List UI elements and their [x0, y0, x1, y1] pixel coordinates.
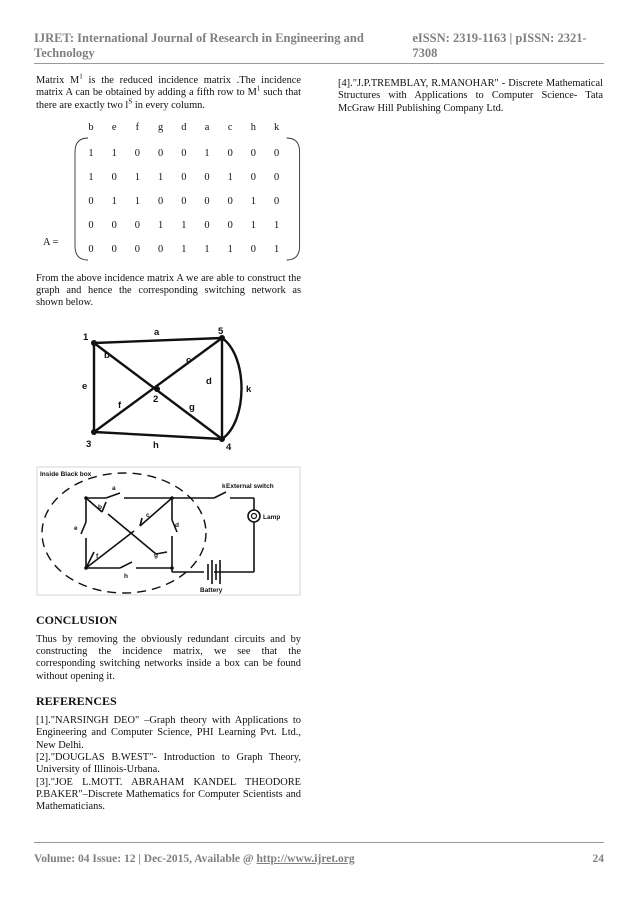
graph-diagram [36, 326, 301, 454]
matrix-column-header: c [227, 121, 233, 133]
switch-letter-label: c [146, 512, 150, 520]
matrix-column-header: k [273, 121, 280, 133]
matrix-column-header: d [181, 121, 187, 133]
graph-edge-label: b [104, 349, 110, 361]
matrix-column-header: g [157, 121, 164, 133]
matrix-column-header: b [88, 121, 94, 133]
matrix-cell: 0 [88, 195, 94, 207]
matrix-column-header: e [111, 121, 117, 133]
journal-link[interactable]: http://www.ijret.org [256, 853, 355, 865]
right-column [338, 78, 603, 115]
black-box-label: Inside Black box [40, 471, 92, 479]
matrix-cell: 0 [250, 147, 257, 159]
after-matrix-paragraph: From the above incidence matrix A we are able to construct the graph and hence the corresponding switching network as shown below. [36, 272, 301, 309]
matrix-cell: 1 [227, 243, 233, 255]
graph-edge-label: g [189, 401, 195, 413]
references-list [36, 715, 301, 813]
matrix-cell: 0 [157, 243, 164, 255]
graph-edge-label: h [153, 439, 159, 451]
matrix-cell: 0 [273, 195, 280, 207]
switch-letter-label: g [154, 552, 158, 560]
matrix-cell: 0 [111, 219, 117, 231]
matrix-cell: 0 [157, 147, 164, 159]
matrix-cell: 0 [181, 195, 187, 207]
graph-edge-label: k [246, 383, 252, 395]
reference-item: [3]."JOE L.MOTT. ABRAHAM KANDEL THEODORE P.BAKER"–Discrete Mathematics for Computer Scientists and Mathematicians. [36, 776, 301, 813]
matrix-left-bracket [75, 138, 88, 260]
graph-figure [36, 326, 301, 458]
matrix-cell: 0 [134, 147, 141, 159]
matrix-cell: 0 [111, 243, 117, 255]
graph-vertex-label: 3 [86, 438, 92, 450]
battery-label: Battery [200, 587, 223, 595]
matrix-cell: 0 [134, 243, 141, 255]
matrix-column-header: f [135, 121, 140, 133]
matrix-cell: 1 [157, 219, 164, 231]
matrix-cell: 0 [134, 219, 141, 231]
switch-letter-label: a [112, 485, 116, 493]
matrix-cell: 1 [273, 243, 280, 255]
switch-letter-label: k [222, 483, 226, 491]
header-rule [34, 63, 604, 64]
intro-paragraph: Matrix $M^1$ is the reduced incidence matrix .The incidence matrix A can be obtained by adding a fifth row to $M^1$ such that there are exactly two $l^S$ in every column. [36, 72, 301, 111]
footer-volume: Volume: 04 Issue: 12 | Dec-2015, Available @ http://www.ijret.org [34, 853, 355, 865]
matrix-cell: 0 [250, 243, 257, 255]
matrix-cell: 0 [204, 171, 210, 183]
switch-letter-label: e [74, 525, 78, 533]
matrix-cell: 1 [157, 171, 164, 183]
matrix-cell: 0 [157, 195, 164, 207]
external-switch-label: External switch [226, 483, 274, 491]
left-column [36, 72, 301, 814]
matrix-cell: 0 [88, 243, 94, 255]
matrix-cell: 0 [273, 171, 280, 183]
running-footer [34, 853, 604, 865]
reference-item: [2]."DOUGLAS B.WEST"- Introduction to Graph Theory, University of Illinois-Urbana. [36, 752, 301, 776]
matrix-cell: 0 [204, 195, 210, 207]
matrix-grid [36, 122, 301, 270]
matrix-cell: 0 [227, 147, 233, 159]
graph-edge-label: f [118, 399, 122, 411]
matrix-cell: 1 [204, 147, 210, 159]
matrix-cell: 1 [111, 195, 117, 207]
matrix-cell: 0 [181, 147, 187, 159]
matrix-cell: 1 [250, 219, 257, 231]
matrix-cell: 0 [250, 171, 257, 183]
matrix-cell: 0 [204, 219, 210, 231]
matrix-cell: 1 [134, 195, 141, 207]
switch-letter-label: d [175, 522, 179, 530]
matrix-cell: 1 [134, 171, 141, 183]
reference-item: [1]."NARSINGH DEO" –Graph theory with Applications to Engineering and Computer Science, PHI Learning Pvt. Ltd., New Delhi. [36, 715, 301, 751]
reference-item: [4]."J.P.TREMBLAY, R.MANOHAR" - Discrete Mathematical Structures with Applications to Computer Science- Tata McGraw Hill Publishing Company Ltd. [338, 78, 603, 114]
matrix-cell: 1 [181, 219, 187, 231]
matrix-column-header: h [250, 121, 257, 133]
footer-rule [34, 842, 604, 843]
graph-edge-label: e [82, 380, 88, 392]
matrix-cell: 0 [227, 195, 233, 207]
matrix-cell: 1 [181, 243, 187, 255]
page-number: 24 [592, 853, 604, 865]
matrix-column-header: a [204, 121, 210, 133]
matrix-cell: 0 [181, 171, 187, 183]
matrix-label: A = [43, 236, 59, 248]
matrix-cell: 1 [250, 195, 257, 207]
matrix-cell: 1 [227, 171, 233, 183]
matrix-cell: 1 [273, 219, 280, 231]
switch-letter-label: b [98, 504, 102, 512]
matrix-cell: 1 [204, 243, 210, 255]
switching-network-diagram [36, 466, 301, 596]
graph-vertex-label: 2 [153, 393, 159, 405]
matrix-cell: 1 [88, 147, 94, 159]
matrix-cell: 1 [111, 147, 117, 159]
matrix-cell: 0 [111, 171, 117, 183]
running-header [34, 31, 604, 60]
graph-vertex-label: 1 [83, 331, 89, 343]
references-heading: REFERENCES [36, 693, 117, 708]
incidence-matrix [36, 122, 301, 270]
switch-letter-label: h [124, 573, 128, 581]
graph-vertex-label: 4 [226, 441, 232, 453]
graph-edge-label: c [186, 354, 192, 366]
issn-text: eISSN: 2319-1163 | pISSN: 2321-7308 [412, 31, 587, 60]
matrix-cell: 0 [273, 147, 280, 159]
matrix-right-bracket [287, 138, 300, 260]
switching-network-figure [36, 466, 301, 600]
lamp-label: Lamp [263, 514, 281, 522]
graph-vertex-label: 5 [218, 325, 224, 337]
conclusion-paragraph: Thus by removing the obviously redundant circuits and by constructing the incidence matrix, we see that the corresponding switching networks inside a box can be found without opening it. [36, 633, 301, 682]
conclusion-heading: CONCLUSION [36, 613, 118, 628]
graph-edge-label: a [154, 326, 160, 338]
graph-edge-label: d [206, 375, 212, 387]
matrix-cell: 0 [227, 219, 233, 231]
switch-letter-label: f [96, 553, 99, 561]
journal-title: IJRET: International Journal of Research in Engineering and Technology [34, 31, 364, 60]
matrix-cell: 1 [88, 171, 94, 183]
matrix-cell: 0 [88, 219, 94, 231]
